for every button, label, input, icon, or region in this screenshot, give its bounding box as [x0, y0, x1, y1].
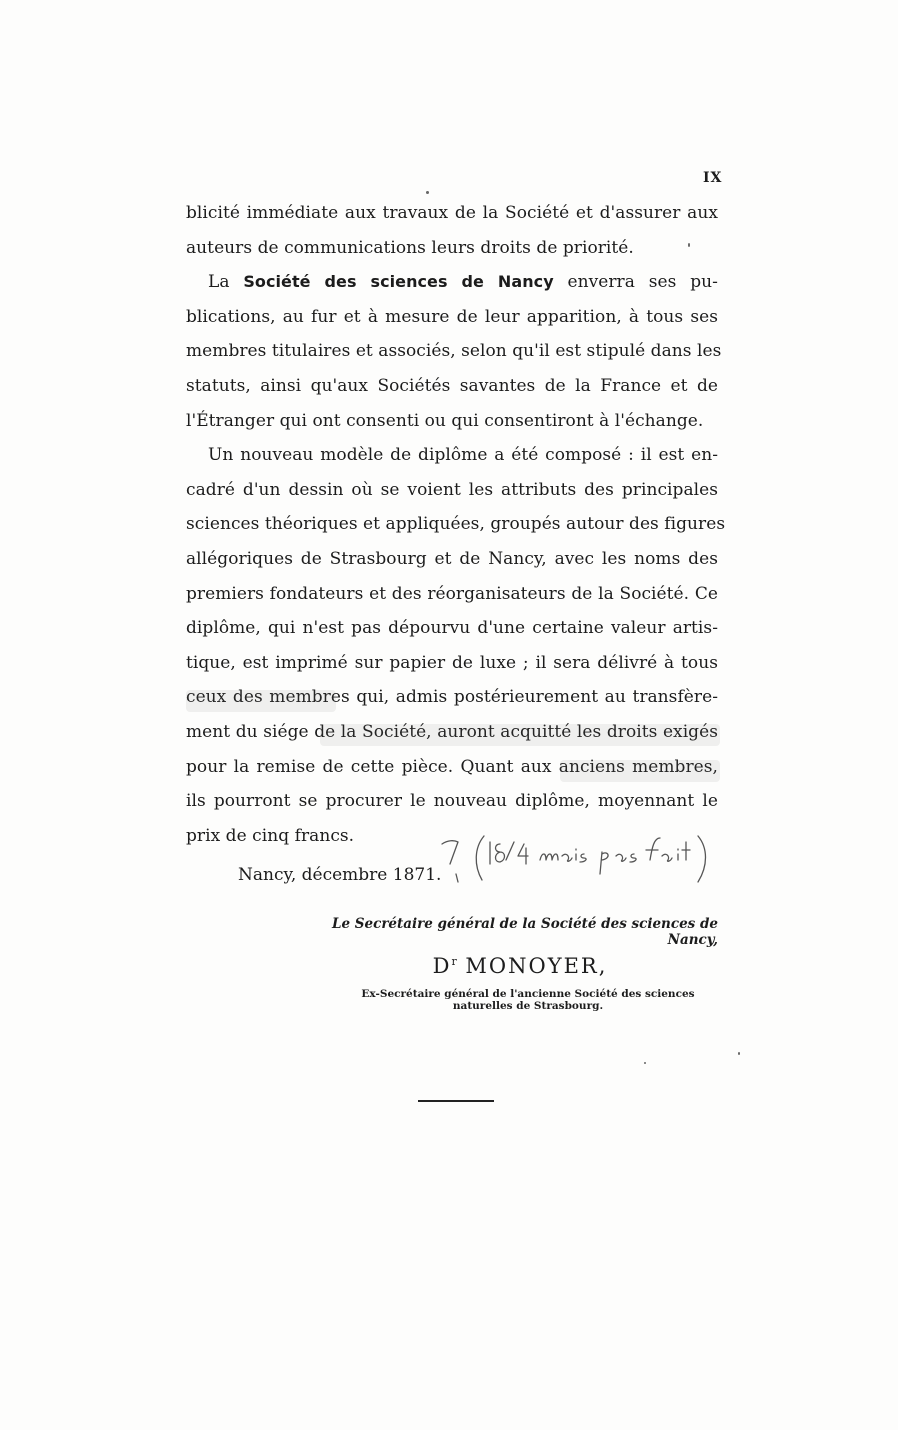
text-line: ment du siége de la Société, auront acquitté les droits exigés: [186, 721, 718, 742]
scan-speck: [644, 1062, 646, 1064]
text-line: prix de cinq francs.: [186, 825, 355, 846]
text-line: blicité immédiate aux travaux de la Société et d'assurer aux: [186, 203, 718, 223]
signer-name: [320, 954, 720, 978]
secretary-title: Le Secrétaire général de la Société des sciences de Nancy,: [331, 916, 718, 948]
text-line: membres titulaires et associés, selon qu'il est stipulé dans les: [186, 341, 722, 362]
text-line: cadré d'un dessin où se voient les attributs des principales: [186, 479, 718, 500]
signer-surname: MONOYER,: [456, 954, 608, 978]
scan-speck: [426, 191, 429, 194]
handwritten-annotation: [436, 830, 716, 890]
scan-smudge: [320, 724, 720, 746]
text-line: ceux des membres qui, admis postérieurement au transfère-: [186, 687, 718, 708]
paragraph-3: [186, 438, 726, 853]
text-line: ils pourront se procurer le nouveau diplôme, moyennant le: [186, 791, 718, 812]
text-line: l'Étranger qui ont consenti ou qui consentiront à l'échange.: [186, 410, 704, 431]
signer-subtitle-line: naturelles de Strasbourg.: [452, 1000, 604, 1012]
signer-superscript: r: [451, 955, 457, 968]
text-line: allégoriques de Strasbourg et de Nancy, avec les noms des: [186, 548, 718, 569]
scan-speck: [688, 243, 690, 247]
text-line: [186, 265, 718, 300]
text-line: statuts, ainsi qu'aux Sociétés savantes de la France et de: [186, 375, 718, 396]
society-name: Société des sciences de Nancy: [243, 272, 554, 292]
text-line: Un nouveau modèle de diplôme a été composé : il est en-: [208, 445, 718, 466]
paragraph-1: [186, 196, 718, 265]
text-line: diplôme, qui n'est pas dépourvu d'une certaine valeur artis-: [186, 618, 718, 639]
text-span: enverra ses pu-: [553, 272, 718, 293]
paragraph-2: [186, 265, 722, 438]
place-date: Nancy, décembre 1871.: [238, 865, 442, 885]
text-line: blications, au fur et à mesure de leur apparition, à tous ses: [186, 306, 718, 327]
text-line: pour la remise de cette pièce. Quant aux anciens membres,: [186, 756, 718, 777]
signer-subtitle-line: Ex-Secrétaire général de l'ancienne Société des sciences: [361, 988, 695, 1000]
scan-smudge: [560, 760, 720, 782]
text-line: sciences théoriques et appliquées, groupés autour des figures: [186, 514, 726, 535]
text-line: tique, est imprimé sur papier de luxe ; il sera délivré à tous: [186, 652, 718, 673]
body-text: [186, 196, 726, 853]
page-number: IX: [703, 170, 723, 186]
scan-smudge: [186, 690, 336, 712]
closing-rule: [418, 1100, 494, 1102]
text-line: auteurs de communications leurs droits de priorité.: [186, 237, 634, 258]
text-span: La: [208, 272, 244, 293]
text-line: premiers fondateurs et des réorganisateurs de la Société. Ce: [186, 583, 718, 604]
scan-speck: [738, 1052, 740, 1055]
signer-subtitle: [346, 988, 710, 1012]
signer-prefix: D: [432, 954, 452, 978]
